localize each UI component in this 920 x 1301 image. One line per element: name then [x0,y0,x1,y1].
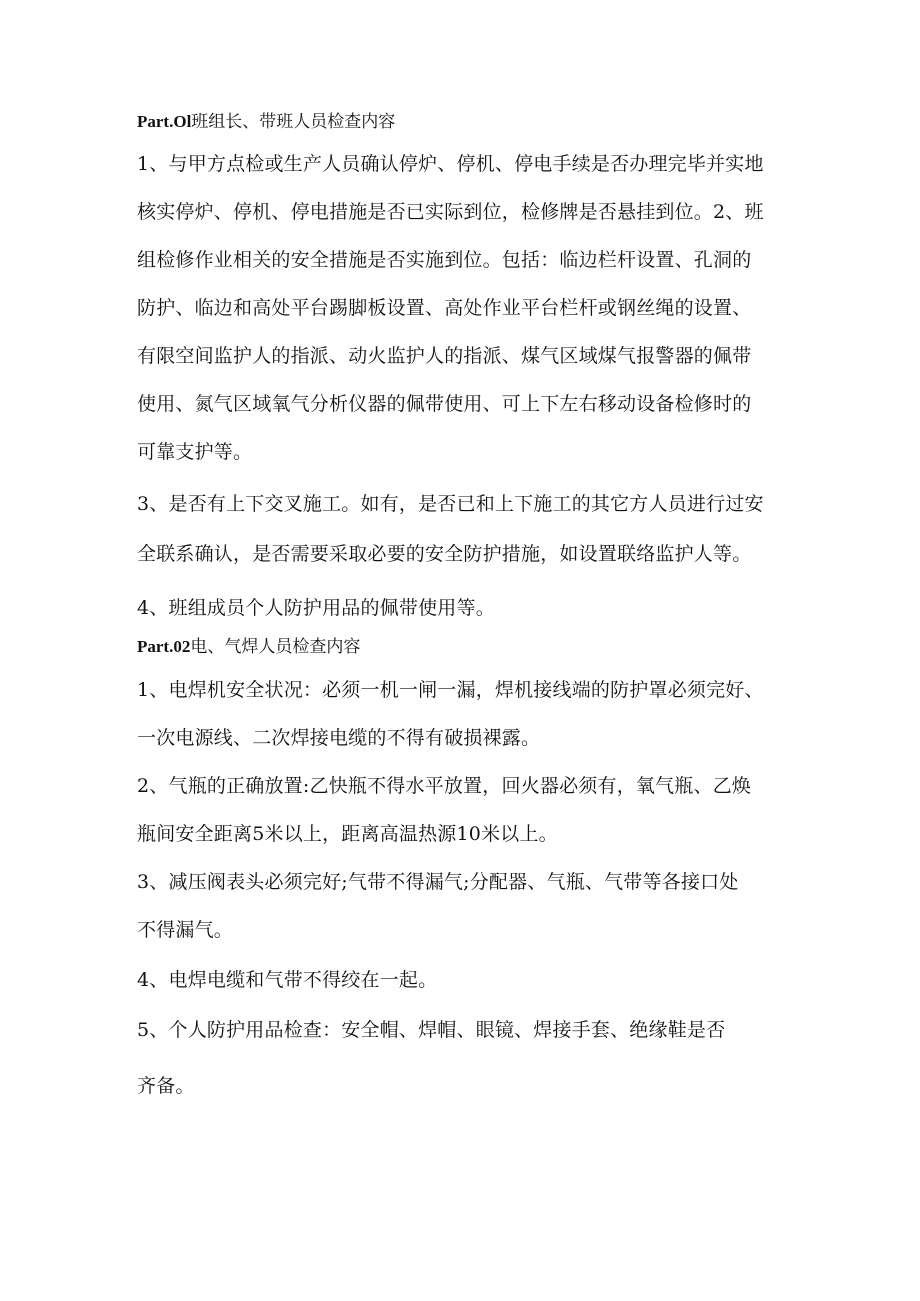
section-1-part-label: Part.Ol [137,112,192,131]
section-1-line: 有限空间监护人的指派、动火监护人的指派、煤气区域煤气报警器的佩带 [137,345,752,367]
section-1-line: 全联系确认，是否需要采取必要的安全防护措施，如设置联络监护人等。 [137,543,752,565]
section-1-heading [137,110,395,134]
section-1-line: 组检修作业相关的安全措施是否实施到位。包括：临边栏杆设置、孔洞的 [137,249,752,271]
section-2-line: 一次电源线、二次焊接电缆的不得有破损裸露。 [137,727,541,749]
section-2-line: 2、气瓶的正确放置:乙快瓶不得水平放置，回火器必须有，氧气瓶、乙焕 [137,775,752,797]
section-1-line: 1、与甲方点检或生产人员确认停炉、停机、停电手续是否办理完毕并实地 [137,153,764,175]
section-1-line: 3、是否有上下交叉施工。如有，是否已和上下施工的其它方人员进行过安 [137,493,764,515]
section-2-line: 1、电焊机安全状况：必须一机一闸一漏，焊机接线端的防护罩必须完好、 [137,679,764,701]
section-2-line: 齐备。 [137,1075,195,1097]
section-1-line: 核实停炉、停机、停电措施是否已实际到位，检修牌是否悬挂到位。2、班 [137,201,764,223]
section-2-line: 4、电焊电缆和气带不得绞在一起。 [137,969,438,991]
section-2-title: 电、气焊人员检查内容 [190,637,361,657]
section-1-line: 可靠支护等。 [137,441,253,463]
section-2-line: 5、个人防护用品检查：安全帽、焊帽、眼镜、焊接手套、绝缘鞋是否 [137,1019,726,1041]
section-1-title: 班组长、带班人员检查内容 [191,112,396,132]
section-1-line: 防护、临边和高处平台踢脚板设置、高处作业平台栏杆或钢丝绳的设置、 [137,297,752,319]
section-2-line: 不得漏气。 [137,919,234,941]
section-1-line: 4、班组成员个人防护用品的佩带使用等。 [137,597,495,619]
section-2-line: 3、减压阀表头必须完好;气带不得漏气;分配器、气瓶、气带等各接口处 [137,871,739,893]
section-2-heading [137,635,360,659]
section-2-line: 瓶间安全距离5米以上，距离高温热源10米以上。 [137,823,558,845]
section-1-line: 使用、氮气区域氧气分析仪器的佩带使用、可上下左右移动设备检修时的 [137,393,752,415]
section-2-part-label: Part.02 [137,637,191,656]
